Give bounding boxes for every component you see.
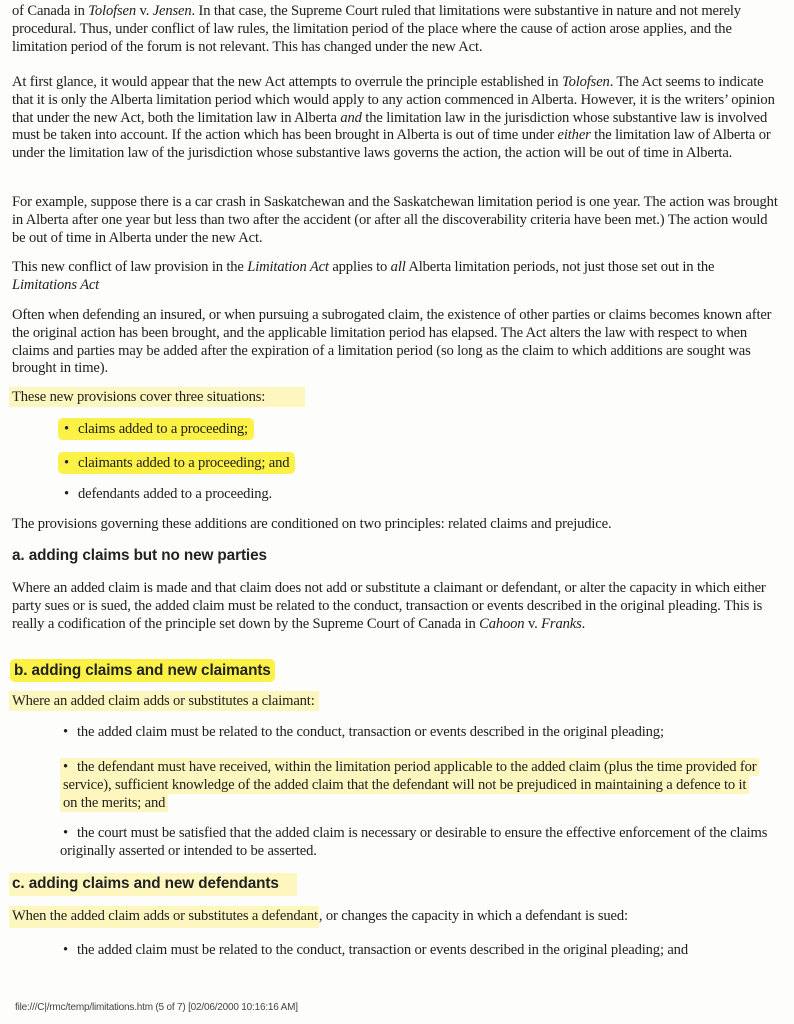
paragraph-principles: The provisions governing these additions are conditioned on two principles: related claims and prejudice. <box>12 516 612 532</box>
page-footer: file:///C|/rmc/temp/limitations.htm (5 of 7) [02/06/2000 10:16:16 AM] <box>15 1002 298 1013</box>
heading-section-c: c. adding claims and new defendants <box>12 874 297 894</box>
list-item-defendant-condition: • the added claim must be related to the conduct, transaction or events described in the original pleading; and <box>63 942 688 958</box>
paragraph-conflict-provision: This new conflict of law provision in the Limitation Act applies to all Alberta limitation periods, not just those set out in the Limitations Act <box>12 259 715 293</box>
heading-section-a: a. adding claims but no new parties <box>12 547 267 564</box>
heading-section-b: b. adding claims and new claimants <box>14 662 271 679</box>
paragraph-section-c-intro: When the added claim adds or substitutes a defendant, or changes the capacity in which a defendant is sued: <box>12 908 782 926</box>
bullet-icon: • <box>63 759 68 775</box>
paragraph-tolofsen: of Canada in Tolofsen v. Jensen. In that case, the Supreme Court ruled that limitations were substantive in nature and not merely procedural. Thus, under conflict of law rules, the limitation period of the place where the cause of action arose applies, and the limitation period of the forum is not relevant. This has changed under the new Act. <box>12 3 741 55</box>
bullet-icon: • <box>64 455 69 471</box>
list-item-situation: • claims added to a proceeding; <box>60 421 252 439</box>
list-item-claimant-condition: • the court must be satisfied that the added claim is necessary or desirable to ensure the effective enforcement of the claims originally asserted or intended to be asserted. <box>60 825 768 859</box>
paragraph-example: For example, suppose there is a car crash in Saskatchewan and the Saskatchewan limitation period is one year. The action was brought in Alberta after one year but less than two after the accident (or after all the discoverability criteria have been met.) The action would be out of time in Alberta under the new Act. <box>12 194 778 246</box>
bullet-icon: • <box>63 825 68 841</box>
highlighted-text: These new provisions cover three situations: <box>9 387 305 407</box>
list-item-situation: • defendants added to a proceeding. <box>64 486 273 502</box>
paragraph-section-a: Where an added claim is made and that claim does not add or substitute a claimant or defendant, or alter the capacity in which either party sues or is sued, the added claim must be related to the conduct, transaction or events described in the original pleading. This is really a codification of the principle set down by the Supreme Court of Canada in Cahoon v. Franks. <box>12 580 766 632</box>
list-item-situation: • claimants added to a proceeding; and <box>60 455 293 473</box>
bullet-icon: • <box>64 486 69 502</box>
list-item-claimant-condition: • the added claim must be related to the conduct, transaction or events described in the original pleading; <box>63 724 664 740</box>
paragraph-first-glance: At first glance, it would appear that the new Act attempts to overrule the principle established in Tolofsen. The Act seems to indicate that it is only the Alberta limitation period which would apply to any action commenced in Alberta. However, it is the writers’ opinion that under the new Act, both the limitation law in Alberta and the limitation law in the jurisdiction whose substantive law is involved must be taken into account. If the action which has been brought in Alberta is out of time under either the limitation law of Alberta or under the limitation law of the jurisdiction whose substantive laws governs the action, the action will be out of time in Alberta. <box>12 74 775 162</box>
bullet-icon: • <box>63 724 68 740</box>
paragraph-three-situations <box>12 389 782 407</box>
bullet-icon: • <box>64 421 69 437</box>
paragraph-section-b-intro: Where an added claim adds or substitutes a claimant: <box>12 693 782 711</box>
bullet-icon: • <box>63 942 68 958</box>
list-item-claimant-condition: • the defendant must have received, within the limitation period applicable to the added claim (plus the time provided for service), sufficient knowledge of the added claim that the defendant will not be prejudiced in maintaining a defence to it on the merits; and <box>60 759 760 812</box>
paragraph-often: Often when defending an insured, or when pursuing a subrogated claim, the existence of other parties or claims becomes known after the original action has been brought, and the applicable limitation period has elapsed. The Act alters the law with respect to when claims and parties may be added after the expiration of a limitation period (so long as the claim to which additions are sought was brought in time). <box>12 307 772 377</box>
